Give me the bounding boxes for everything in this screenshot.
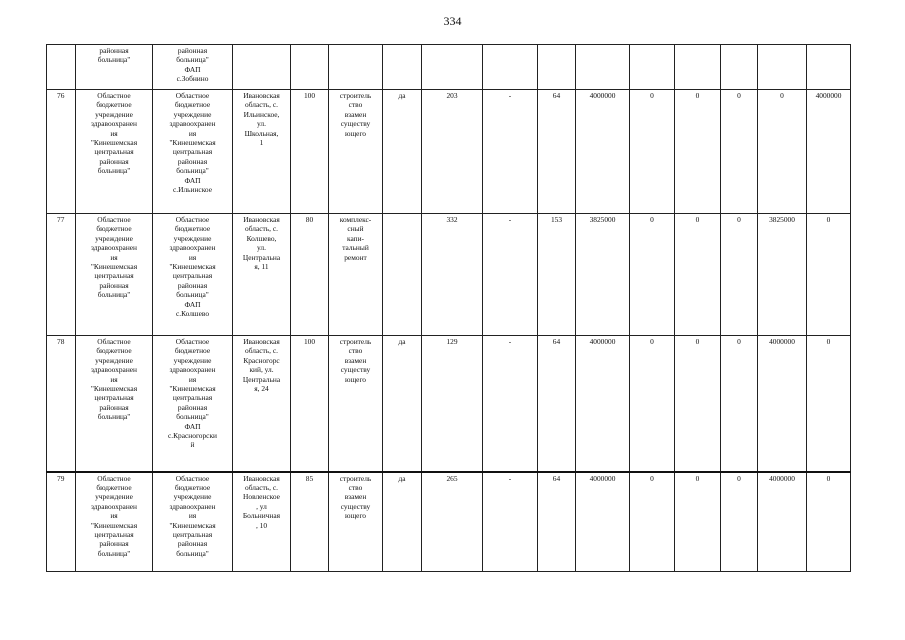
cell-org: Областное бюджетное учреждение здравоохранен ия "Кинешемская центральная районная больница"	[76, 336, 153, 472]
cell-capacity: 100	[291, 90, 329, 214]
cell-org: Областное бюджетное учреждение здравоохранен ия "Кинешемская центральная районная больница"	[76, 214, 153, 336]
cell-value-15: 0	[807, 472, 851, 572]
table-row-continued	[47, 45, 851, 90]
cell-object: районная больница" ФАП с.Зобнино	[153, 45, 233, 90]
cell-num: 79	[47, 472, 76, 572]
table-row	[47, 214, 851, 336]
cell-value-14: 3825000	[758, 214, 807, 336]
cell-value-12: 0	[675, 472, 721, 572]
cell-value-12: 0	[675, 214, 721, 336]
cell-value-10: 3825000	[576, 214, 630, 336]
cell-value-10: 4000000	[576, 90, 630, 214]
cell-object: Областное бюджетное учреждение здравоохранен ия "Кинешемская центральная районная больница"	[153, 472, 233, 572]
cell-value-9: 153	[538, 214, 576, 336]
cell-capacity: 100	[291, 336, 329, 472]
cell-value-9: 64	[538, 472, 576, 572]
cell-address: Ивановская область, с. Колшево, ул. Центральна я, 11	[233, 214, 291, 336]
cell-num: 76	[47, 90, 76, 214]
cell-value-11: 0	[630, 214, 675, 336]
cell-flag: да	[383, 472, 422, 572]
cell-value-11: 0	[630, 336, 675, 472]
cell-value-8: -	[483, 90, 538, 214]
cell-address: Ивановская область, с. Красногорс кий, ул. Центральна я, 24	[233, 336, 291, 472]
cell-value-11: 0	[630, 90, 675, 214]
cell-value-7: 203	[422, 90, 483, 214]
cell-value-11: 0	[630, 472, 675, 572]
cell-num: 77	[47, 214, 76, 336]
cell-value-8: -	[483, 214, 538, 336]
cell-value-7: 332	[422, 214, 483, 336]
cell-value-8: -	[483, 336, 538, 472]
cell-value-15: 0	[807, 336, 851, 472]
register-table	[46, 44, 851, 572]
cell-org: Областное бюджетное учреждение здравоохранен ия "Кинешемская центральная районная больница"	[76, 90, 153, 214]
cell-address: Ивановская область, с. Ильинское, ул. Школьная, 1	[233, 90, 291, 214]
cell-value-13: 0	[721, 336, 758, 472]
cell-object: Областное бюджетное учреждение здравоохранен ия "Кинешемская центральная районная больница" ФАП с.Ильинское	[153, 90, 233, 214]
cell-work-type: комплекс- сный капи- тальный ремонт	[329, 214, 383, 336]
cell-value-8: -	[483, 472, 538, 572]
cell-value-14: 4000000	[758, 472, 807, 572]
cell-capacity: 85	[291, 472, 329, 572]
cell-value-13: 0	[721, 214, 758, 336]
cell-flag: да	[383, 90, 422, 214]
cell-num: 78	[47, 336, 76, 472]
cell-object: Областное бюджетное учреждение здравоохранен ия "Кинешемская центральная районная больница" ФАП с.Колшево	[153, 214, 233, 336]
cell-value-14: 4000000	[758, 336, 807, 472]
cell-num	[47, 45, 76, 90]
table-row	[47, 472, 851, 572]
cell-flag	[383, 214, 422, 336]
cell-value-7: 129	[422, 336, 483, 472]
cell-value-13: 0	[721, 90, 758, 214]
cell-value-7: 265	[422, 472, 483, 572]
table-row	[47, 336, 851, 472]
cell-org: Областное бюджетное учреждение здравоохранен ия "Кинешемская центральная районная больница"	[76, 472, 153, 572]
cell-work-type: строитель ство взамен существу ющего	[329, 472, 383, 572]
cell-value-10: 4000000	[576, 472, 630, 572]
cell-value-15: 0	[807, 214, 851, 336]
cell-flag: да	[383, 336, 422, 472]
cell-value-9: 64	[538, 90, 576, 214]
table-row	[47, 90, 851, 214]
cell-value-14: 0	[758, 90, 807, 214]
cell-object: Областное бюджетное учреждение здравоохранен ия "Кинешемская центральная районная больница" ФАП с.Красногорски й	[153, 336, 233, 472]
cell-value-9: 64	[538, 336, 576, 472]
cell-value-15: 4000000	[807, 90, 851, 214]
cell-value-10: 4000000	[576, 336, 630, 472]
cell-value-12: 0	[675, 90, 721, 214]
cell-org: районная больница"	[76, 45, 153, 90]
cell-work-type: строитель ство взамен существу ющего	[329, 90, 383, 214]
page-number: 334	[443, 14, 462, 28]
cell-work-type: строитель ство взамен существу ющего	[329, 336, 383, 472]
cell-value-12: 0	[675, 336, 721, 472]
cell-address: Ивановская область, с. Новленское , ул Больничная , 10	[233, 472, 291, 572]
cell-value-13: 0	[721, 472, 758, 572]
cell-capacity: 80	[291, 214, 329, 336]
